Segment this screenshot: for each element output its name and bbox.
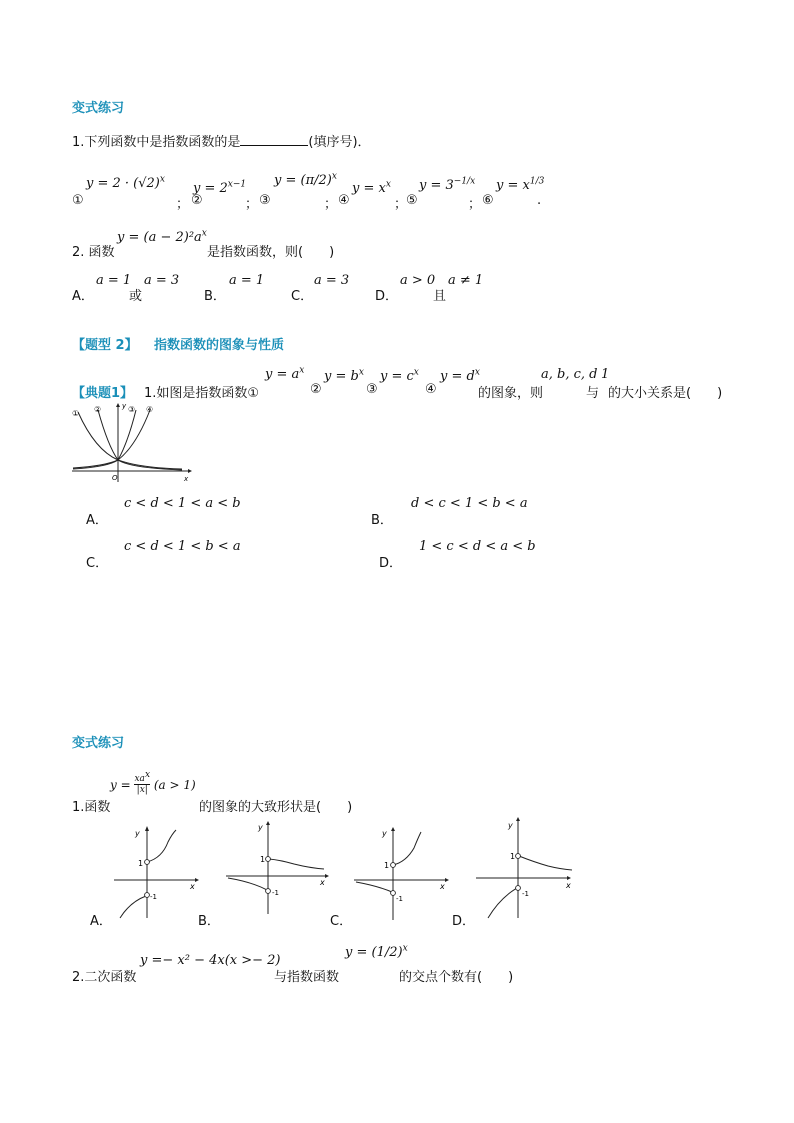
item-num-3: ③	[259, 193, 271, 208]
graph-label-2: ②	[94, 405, 102, 414]
graph-y: y	[122, 402, 127, 410]
s2-q2-formula2: $y = (1/2)^x$	[345, 943, 408, 960]
item-num-2: ②	[191, 193, 203, 208]
section-heading-2: 变式练习	[72, 736, 125, 751]
graph-x: x	[184, 475, 189, 483]
option-a-mid: 或	[129, 289, 143, 304]
svg-text:-1: -1	[396, 895, 403, 903]
graph-option-c-label[interactable]: C．	[330, 914, 353, 929]
option-d-part1: a > 0	[400, 273, 436, 288]
svg-text:y: y	[508, 821, 513, 830]
example-n2: ②	[310, 382, 322, 397]
svg-text:x: x	[190, 882, 195, 891]
item-num-4: ④	[338, 193, 350, 208]
x-axis-arrow	[188, 469, 192, 473]
option-a[interactable]: A．	[72, 289, 94, 304]
formula-4: $y = x^x$	[352, 179, 391, 196]
s2-q2-prefix: 2.二次函数	[72, 970, 137, 985]
graph-label-1: ①	[72, 409, 80, 418]
question-suffix: (填序号)．	[308, 135, 371, 150]
example-option-c[interactable]: C．	[86, 556, 109, 571]
end-mark: .	[537, 193, 542, 208]
option-b-formula: a = 1	[229, 273, 265, 288]
separator: ；	[176, 197, 190, 212]
example-f2: $y = b^x$	[324, 367, 364, 384]
item-num-1: ①	[72, 193, 84, 208]
example-f1: $y = a^x$	[265, 365, 305, 382]
example-bracket: 【典题1】	[72, 386, 134, 401]
option-d[interactable]: D．	[375, 289, 399, 304]
curve-c	[78, 412, 182, 469]
graph-option-d-label[interactable]: D．	[452, 914, 476, 929]
example-option-b-formula: d < c < 1 < b < a	[411, 496, 528, 511]
question-1	[72, 131, 371, 150]
option-d-part2: a ≠ 1	[448, 273, 484, 288]
example-f3: $y = c^x$	[380, 367, 419, 384]
curve-a	[73, 410, 150, 469]
graph-label-3: ③	[128, 405, 136, 414]
option-b[interactable]: B．	[204, 289, 226, 304]
graph-label-4: ④	[146, 405, 154, 414]
svg-text:-1: -1	[150, 893, 157, 901]
s2-q2-suffix: 的交点个数有( )	[399, 970, 514, 985]
graph-option-b[interactable]	[224, 820, 332, 916]
example-option-d[interactable]: D．	[379, 556, 403, 571]
graph-option-a[interactable]	[112, 824, 200, 920]
formula-3: $y = (\pi/2)^x$	[274, 171, 337, 188]
example-end: 的大小关系是( )	[608, 386, 723, 401]
item-num-5: ⑤	[406, 193, 418, 208]
type-bracket: 【题型 2】	[72, 338, 138, 353]
example-option-c-formula: c < d < 1 < b < a	[124, 539, 241, 554]
s2-q2-formula: y =− x² − 4x(x >− 2)	[140, 953, 281, 968]
option-a-part1: a = 1	[96, 273, 132, 288]
example-f4: $y = d^x$	[440, 367, 480, 384]
type-title: 指数函数的图象与性质	[154, 338, 285, 353]
example-text: 1.如图是指数函数①	[144, 386, 260, 401]
separator: ；	[245, 197, 259, 212]
option-c[interactable]: C．	[291, 289, 314, 304]
example-option-a-formula: c < d < 1 < a < b	[124, 496, 241, 511]
svg-text:x: x	[566, 881, 571, 890]
example-option-d-formula: 1 < c < d < a < b	[419, 539, 536, 554]
question-2-suffix: 是指数函数，则( )	[207, 245, 335, 260]
s2-q1-formula: y = $xa^x$ |x| (a > 1)	[110, 770, 196, 795]
svg-text:y: y	[258, 823, 263, 832]
s2-q1-suffix: 的图象的大致形状是( )	[199, 800, 353, 815]
example-vars: a, b, c, d	[541, 367, 598, 382]
item-num-6: ⑥	[482, 193, 494, 208]
svg-text:y: y	[382, 829, 387, 838]
y-axis-arrow	[116, 403, 120, 407]
formula-1: $y = 2 \cdot (√2)^x$	[86, 174, 165, 191]
curve-d	[98, 410, 182, 470]
example-n4: ④	[425, 382, 437, 397]
example-yu: 与	[586, 386, 600, 401]
graph-option-a-label[interactable]: A．	[90, 914, 112, 929]
svg-text:-1: -1	[522, 890, 529, 898]
graph-option-c[interactable]	[352, 826, 452, 922]
separator: ；	[468, 197, 482, 212]
svg-text:y: y	[135, 829, 140, 838]
section-heading: 变式练习	[72, 101, 125, 116]
graph-option-d[interactable]	[474, 816, 576, 920]
svg-text:1: 1	[260, 855, 266, 864]
example-option-b[interactable]: B．	[371, 513, 393, 528]
example-option-a[interactable]: A．	[86, 513, 108, 528]
formula-6: $y = x^{1/3}$	[496, 176, 545, 193]
example-after: 的图象，则	[478, 386, 544, 401]
question-text: 1.下列函数中是指数函数的是	[72, 135, 241, 150]
option-d-mid: 且	[433, 289, 447, 304]
answer-blank[interactable]	[240, 135, 308, 146]
separator: ；	[324, 197, 338, 212]
separator: ；	[394, 197, 408, 212]
question-2-prefix: 2. 函数	[72, 245, 115, 260]
formula-2: $y = 2^{x-1}$	[193, 179, 247, 196]
option-c-formula: a = 3	[314, 273, 350, 288]
svg-text:1: 1	[138, 859, 144, 868]
option-a-part2: a = 3	[144, 273, 180, 288]
graph-origin: O	[112, 474, 118, 482]
exponential-graph	[70, 402, 192, 484]
curve-b	[73, 410, 136, 468]
graph-option-b-label[interactable]: B．	[198, 914, 220, 929]
svg-text:1: 1	[510, 852, 516, 861]
s2-q1-prefix: 1.函数	[72, 800, 111, 815]
example-one: 1	[601, 367, 610, 382]
question-2-formula: $y = (a - 2)^2a^x$	[117, 228, 207, 245]
svg-text:x: x	[320, 878, 325, 887]
s2-q2-mid: 与指数函数	[274, 970, 340, 985]
formula-5: $y = 3^{-1/x}$	[419, 176, 476, 193]
svg-text:x: x	[440, 882, 445, 891]
svg-text:-1: -1	[272, 889, 279, 897]
svg-text:1: 1	[384, 861, 390, 870]
example-n3: ③	[366, 382, 378, 397]
